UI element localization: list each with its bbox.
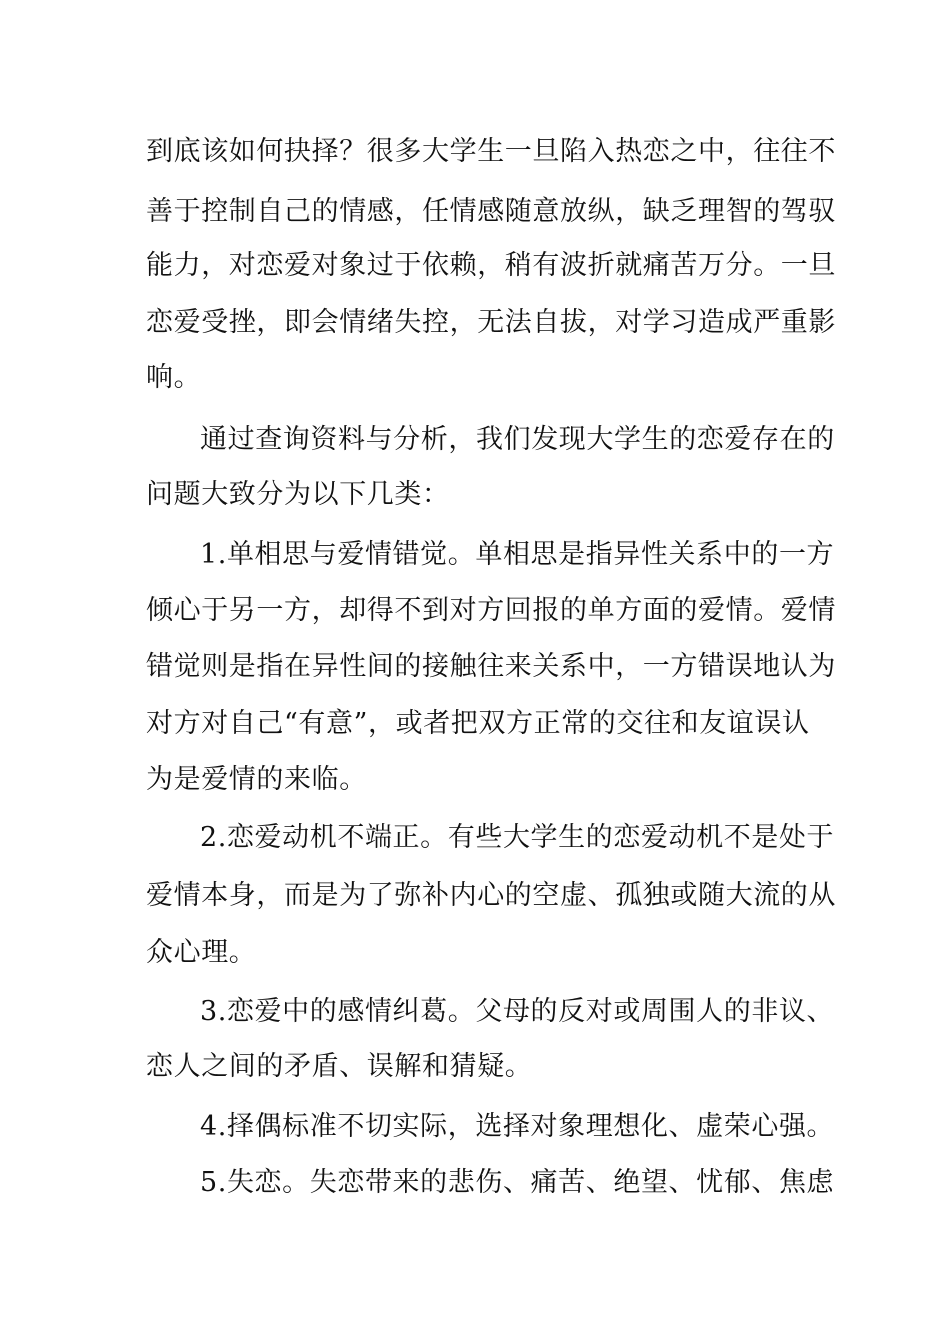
text-line: 对方对自己“有意”，或者把双方正常的交往和友谊误认 — [146, 708, 810, 739]
list-item-1-line: 1.单相思与爱情错觉。单相思是指异性关系中的一方 — [200, 539, 835, 570]
text-line: 能力，对恋爱对象过于依赖，稍有波折就痛苦万分。一旦 — [146, 250, 836, 281]
text-line: 爱情本身，而是为了弥补内心的空虚、孤独或随大流的从 — [146, 880, 836, 911]
text-line: 恋人之间的矛盾、误解和猜疑。 — [146, 1051, 533, 1082]
list-item-5-line: 5.失恋。失恋带来的悲伤、痛苦、绝望、忧郁、焦虑 — [200, 1167, 835, 1198]
text-line: 响。 — [146, 362, 202, 393]
paragraph-start-line: 通过查询资料与分析，我们发现大学生的恋爱存在的 — [200, 424, 835, 455]
text-line: 善于控制自己的情感，任情感随意放纵，缺乏理智的驾驭 — [146, 196, 836, 227]
text-line: 恋爱受挫，即会情绪失控，无法自拔，对学习造成严重影 — [146, 307, 836, 338]
text-line: 问题大致分为以下几类： — [146, 479, 450, 510]
text-line: 众心理。 — [146, 937, 257, 968]
list-item-3-line: 3.恋爱中的感情纠葛。父母的反对或周围人的非议、 — [200, 996, 835, 1027]
list-item-2-line: 2.恋爱动机不端正。有些大学生的恋爱动机不是处于 — [200, 822, 835, 853]
text-line: 倾心于另一方，却得不到对方回报的单方面的爱情。爱情 — [146, 595, 836, 626]
text-line: 为是爱情的来临。 — [146, 764, 367, 795]
text-line: 到底该如何抉择？很多大学生一旦陷入热恋之中，往往不 — [146, 136, 836, 167]
list-item-4-line: 4.择偶标准不切实际，选择对象理想化、虚荣心强。 — [200, 1111, 835, 1142]
text-line: 错觉则是指在异性间的接触往来关系中，一方错误地认为 — [146, 651, 836, 682]
